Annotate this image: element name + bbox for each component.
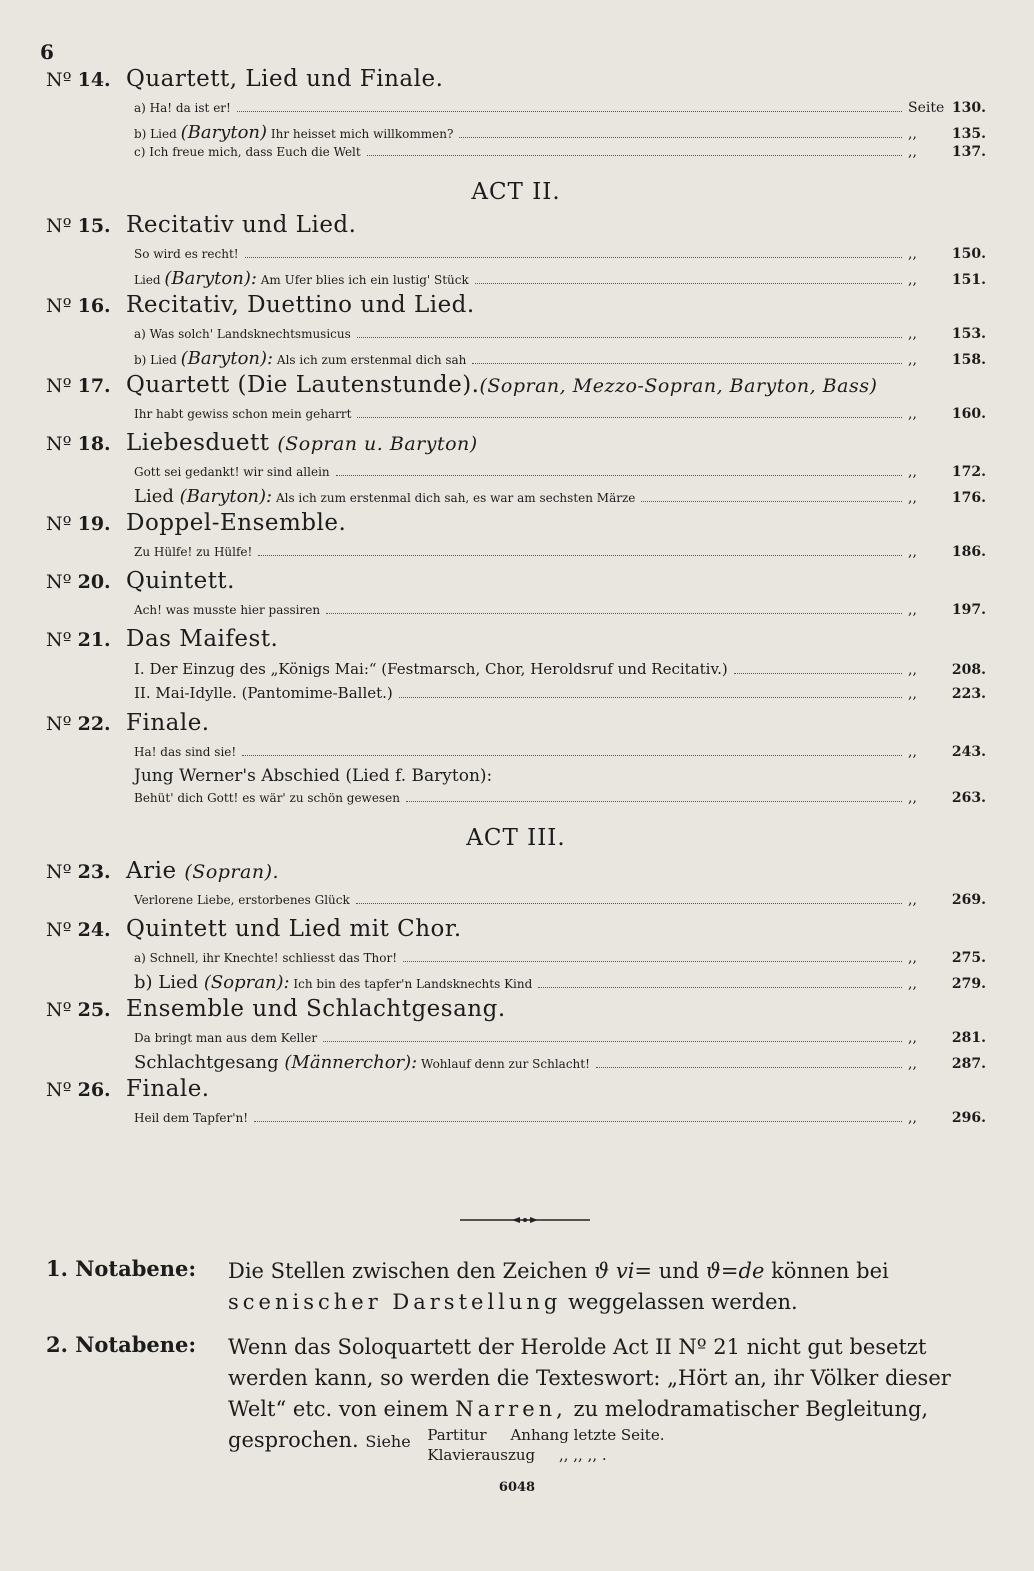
list-item: Zu Hülfe! zu Hülfe! ,, 186. xyxy=(134,544,986,560)
list-item: Schlachtgesang (Männerchor): Wohlauf denn zur Schlacht! ,, 287. xyxy=(134,1052,986,1073)
entry-25: Nº 25. Ensemble und Schlachtgesang. Da bringt man aus dem Keller ,, 281. Schlachtgesang (Männerchor): Wohlauf denn zur Schlacht! ,, 287. xyxy=(46,996,986,1073)
entry-title: Quartett, Lied und Finale. xyxy=(126,66,444,92)
list-item: Ihr habt gewiss schon mein geharrt ,, 160. xyxy=(134,406,986,422)
list-item: Verlorene Liebe, erstorbenes Glück ,, 269. xyxy=(134,892,986,908)
note-1: 1. Notabene: Die Stellen zwischen den Zeichen ϑ vi= und ϑ=de können bei scenischer Darstellung weggelassen werden. xyxy=(46,1256,889,1314)
list-item: I. Der Einzug des „Königs Mai:“ (Festmarsch, Chor, Heroldsruf und Recitativ.) ,, 208. xyxy=(134,660,986,678)
page-number: 6 xyxy=(40,40,54,64)
list-item: b) Lied (Baryton): Als ich zum erstenmal dich sah ,, 158. xyxy=(134,348,986,369)
list-item: Da bringt man aus dem Keller ,, 281. xyxy=(134,1030,986,1046)
entry-15: Nº 15. Recitativ und Lied. So wird es recht! ,, 150. Lied (Baryton): Am Ufer blies ich ein lustig' Stück ,, 151. xyxy=(46,212,986,289)
ornamental-divider xyxy=(460,1217,590,1223)
note-2: 2. Notabene: Wenn das Soloquartett der Herolde Act II Nº 21 nicht gut besetzt werden kann, so werden die Texteswort: „Hört an, ihr Völker dieser Welt“ etc. von einem Narren, zu melodramatischer Begleitung, gesprochen. Siehe Partitur Anhang letzte Seite. Klavierauszug ,, ,, ,, . xyxy=(46,1332,951,1464)
list-item: b) Lied (Baryton) Ihr heisset mich willkommen? ,, 135. xyxy=(134,122,986,143)
entry-16: Nº 16. Recitativ, Duettino und Lied. a) Was solch' Landsknechtsmusicus ,, 153. b) Lied (Baryton): Als ich zum erstenmal dich sah ,, 158. xyxy=(46,292,986,369)
sub-heading: Jung Werner's Abschied (Lied f. Baryton): xyxy=(134,766,493,786)
notes-section xyxy=(46,1256,986,1479)
entry-18: Nº 18. Liebesduett (Sopran u. Baryton) Gott sei gedankt! wir sind allein ,, 172. Lied (Baryton): Als ich zum erstenmal dich sah, es war am sechsten Märze ,, 176. xyxy=(46,430,986,507)
entry-22: Nº 22. Finale. Ha! das sind sie! ,, 243. Jung Werner's Abschied (Lied f. Baryton): Behüt' dich Gott! es wär' zu schön gewesen ,, 263. xyxy=(46,710,986,812)
entry-17: Nº 17. Quartett (Die Lautenstunde).(Sopran, Mezzo-Sopran, Baryton, Bass) Ihr habt gewiss schon mein geharrt ,, 160. xyxy=(46,372,986,428)
list-item: a) Ha! da ist er! Seite 130. xyxy=(134,100,986,116)
list-item: Gott sei gedankt! wir sind allein ,, 172. xyxy=(134,464,986,480)
act-heading: ACT II. xyxy=(471,179,561,205)
list-item: a) Schnell, ihr Knechte! schliesst das Thor! ,, 275. xyxy=(134,950,986,966)
table-of-contents xyxy=(46,66,986,1134)
plate-number: 6048 xyxy=(498,1480,536,1495)
list-item: Lied (Baryton): Am Ufer blies ich ein lustig' Stück ,, 151. xyxy=(134,268,986,289)
entry-20: Nº 20. Quintett. Ach! was musste hier passiren ,, 197. xyxy=(46,568,986,624)
list-item: Heil dem Tapfer'n! ,, 296. xyxy=(134,1110,986,1126)
list-item: Ach! was musste hier passiren ,, 197. xyxy=(134,602,986,618)
entry-23: Nº 23. Arie (Sopran). Verlorene Liebe, erstorbenes Glück ,, 269. xyxy=(46,858,986,914)
entry-24: Nº 24. Quintett und Lied mit Chor. a) Schnell, ihr Knechte! schliesst das Thor! ,, 275. b) Lied (Sopran): Ich bin des tapfer'n Landsknechts Kind ,, 279. xyxy=(46,916,986,993)
list-item: a) Was solch' Landsknechtsmusicus ,, 153. xyxy=(134,326,986,342)
list-item: So wird es recht! ,, 150. xyxy=(134,246,986,262)
list-item: Behüt' dich Gott! es wär' zu schön gewesen ,, 263. xyxy=(134,790,986,806)
act-heading: ACT III. xyxy=(466,825,566,851)
entry-19: Nº 19. Doppel-Ensemble. Zu Hülfe! zu Hülfe! ,, 186. xyxy=(46,510,986,566)
entry-21: Nº 21. Das Maifest. I. Der Einzug des „Königs Mai:“ (Festmarsch, Chor, Heroldsruf und Recitativ.) ,, 208. II. Mai-Idylle. (Pantomime-Ballet.) ,, 223. xyxy=(46,626,986,708)
list-item: b) Lied (Sopran): Ich bin des tapfer'n Landsknechts Kind ,, 279. xyxy=(134,972,986,993)
entry-14 xyxy=(46,66,986,166)
list-item: Lied (Baryton): Als ich zum erstenmal dich sah, es war am sechsten Märze ,, 176. xyxy=(134,486,986,507)
list-item: c) Ich freue mich, dass Euch die Welt ,, 137. xyxy=(134,144,986,160)
entry-26: Nº 26. Finale. Heil dem Tapfer'n! ,, 296. xyxy=(46,1076,986,1132)
list-item: II. Mai-Idylle. (Pantomime-Ballet.) ,, 223. xyxy=(134,684,986,702)
entry-number: Nº 14. xyxy=(46,69,111,91)
list-item: Ha! das sind sie! ,, 243. xyxy=(134,744,986,760)
